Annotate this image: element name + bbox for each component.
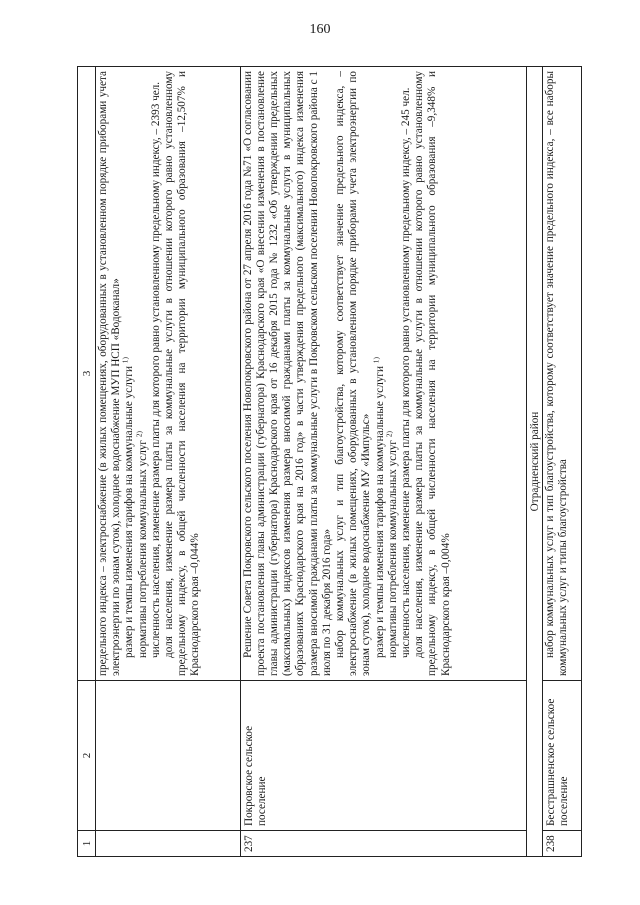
row-content	[543, 67, 582, 681]
table-row-continued	[96, 67, 241, 857]
district-header-row	[527, 67, 543, 857]
footnote-mark: 1)	[370, 356, 380, 364]
row-name-empty	[96, 681, 241, 831]
header-col-1: 1	[78, 831, 96, 857]
district-header: Отрадненский район	[527, 67, 543, 857]
content-line: численность населения, изменение размера платы для которого равно установленному предельному индексу, – 245 чел.	[400, 87, 412, 658]
content-line: набор коммунальных услуг и тип благоустройства, которому соответствует значение предельного индекса, – электроснабжение (в жилых помещениях, оборудованных в установленном порядке приборами учета электроэнергии по зонам суток), холодное водоснабжение МУ «Импульс»	[333, 71, 373, 676]
table-row-237	[240, 67, 526, 857]
row-content	[96, 67, 241, 681]
content-line: размер и темпы изменения тарифов на коммунальные услуги $^{1)}$	[120, 356, 136, 658]
header-col-3: 3	[78, 67, 96, 681]
content-line: размер и темпы изменения тарифов на коммунальные услуги $^{1)}$	[370, 356, 386, 658]
settlement-name: Покровское сельское поселение	[240, 681, 526, 831]
footnote-mark: 2)	[384, 430, 394, 438]
content-line: нормативы потребления коммунальных услуг $^{2)}$	[384, 430, 399, 658]
content-line: доля населения, изменение размера платы за коммунальные услуги в отношении которого равно установленному предельному индексу, в общей численности населения на территории муниципального образования –9,348% и Краснодарского края –0,004%	[413, 71, 452, 676]
content-line: Решение Совета Покровского сельского поселения Новопокровского района от 27 апреля 2016 года №71 «О согласовании проекта постановления главы администрации (губернатора) Краснодарского края «О внесении изменения в постановление главы администрации (губернатора) Краснодарского края от 16 декабря 2015 года № 1232 «Об утверждении предельных (максимальных) индексов изменения размера вносимой гражданами платы за коммунальные услуги в муниципальных образованиях Краснодарского края на 2016 год» в части утверждения предельного (максимального) индекса изменения размера вносимой гражданами платы за коммунальные услуги в Покровском сельском поселении Новопокровского района с 1 июля по 31 декабря 2016 года»	[241, 71, 333, 676]
table-row-238	[543, 67, 582, 857]
content-line: численность населения, изменение размера платы для которого равно установленному предельному индексу, – 2393 чел.	[149, 81, 162, 658]
content-line: доля населения, изменение размера платы за коммунальные услуги в отношении которого равно установленному предельному индексу, в общей численности населения на территории муниципального образования –12,507% и Краснодарского края –0,044%	[163, 71, 202, 676]
row-number: 237	[240, 831, 526, 857]
content-line: нормативы потребления коммунальных услуг $^{2)}$	[133, 430, 149, 658]
row-content	[240, 67, 526, 681]
row-number: 238	[543, 831, 582, 857]
settlement-name: Бесстрашненское сельское поселение	[543, 681, 582, 831]
header-col-2: 2	[78, 681, 96, 831]
footnote-mark: 1)	[120, 356, 130, 364]
tariff-table	[77, 66, 582, 857]
content-line: набор коммунальных услуг и тип благоустройства, которому соответствует значение предельного индекса, – все наборы коммунальных услуг и типы благоустройства	[544, 71, 570, 676]
page-number: 160	[309, 22, 331, 37]
row-number-empty	[96, 831, 241, 857]
header-row	[78, 67, 96, 857]
footnote-mark: 2)	[133, 430, 143, 438]
content-line: предельного индекса – электроснабжение (в жилых помещениях, оборудованных в установленном порядке приборами учета электроэнергии по зонам суток), холодное водоснабжение МУП НСП «Водоканал»	[97, 71, 123, 676]
rotated-table-region	[77, 67, 582, 857]
